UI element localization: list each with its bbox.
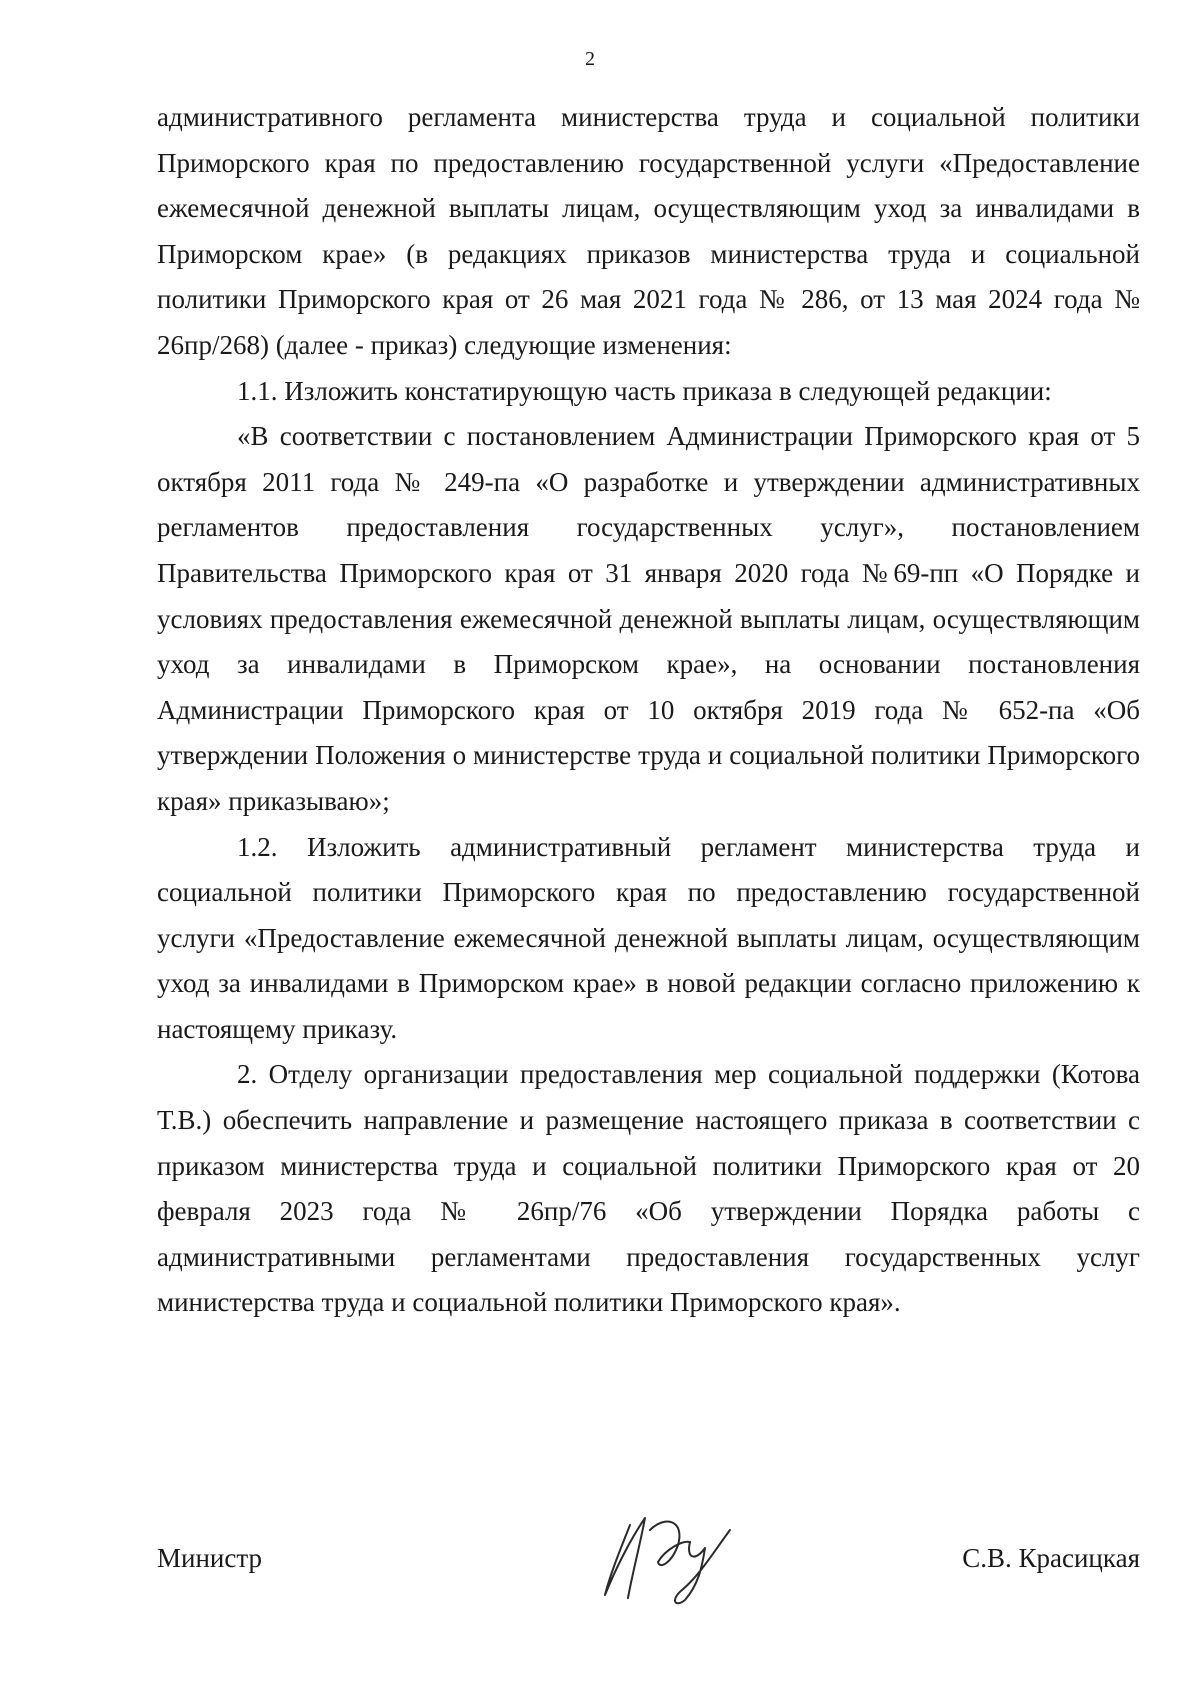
- paragraph-quoted-preamble: «В соответствии с постановлением Администрации Приморского края от 5 октября 2011 года № 249-па «О разработке и утверждении административных регламентов предоставления государственных услуг», постановлением Правительства Приморского края от 31 января 2020 года №69-пп «О Порядке и условиях предоставления ежемесячной денежной выплаты лицам, осуществляющим уход за инвалидами в Приморском крае», на основании постановления Администрации Приморского края от 10 октября 2019 года № 652-па «Об утверждении Положения о министерстве труда и социальной политики Приморского края» приказываю»;: [157, 421, 1140, 816]
- signatory-role: Министр: [157, 1543, 262, 1573]
- document-body: [157, 95, 1140, 1326]
- signatory-name: С.В. Красицкая: [962, 1543, 1140, 1573]
- page-number: 2: [585, 48, 595, 70]
- paragraph-1-1: 1.1. Изложить констатирующую часть приказа в следующей редакции:: [237, 375, 1052, 406]
- paragraph-1-2: 1.2. Изложить административный регламент министерства труда и социальной политики Приморского края по предоставлению государственной услуги «Предоставление ежемесячной денежной выплаты лицам, осуществляющим уход за инвалидами в Приморском крае» в новой редакции согласно приложению к настоящему приказу.: [157, 831, 1140, 1044]
- handwritten-signature: [590, 1500, 750, 1610]
- paragraph-2: 2. Отделу организации предоставления мер социальной поддержки (Котова Т.В.) обеспечить направление и размещение настоящего приказа в соответствии с приказом министерства труда и социальной политики Приморского края от 20 февраля 2023 года № 26пр/76 «Об утверждении Порядка работы с административными регламентами предоставления государственных услуг министерства труда и социальной политики Приморского края».: [157, 1059, 1140, 1318]
- paragraph-continuation: административного регламента министерства труда и социальной политики Приморского края по предоставлению государственной услуги «Предоставление ежемесячной денежной выплаты лицам, осуществляющим уход за инвалидами в Приморском крае» (в редакциях приказов министерства труда и социальной политики Приморского края от 26 мая 2021 года № 286, от 13 мая 2024 года № 26пр/268) (далее - приказ) следующие изменения:: [157, 102, 1140, 360]
